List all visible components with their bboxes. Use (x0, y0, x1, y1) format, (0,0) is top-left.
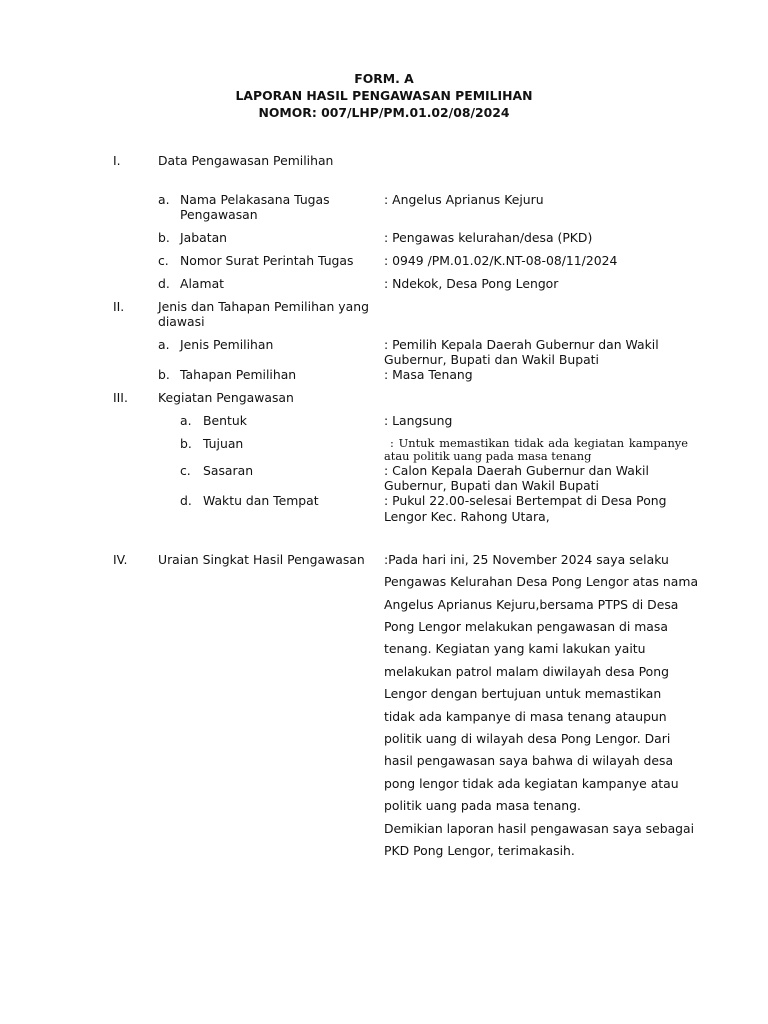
item-value: : Pemilih Kepala Daerah Gubernur dan Wakil (384, 337, 659, 352)
item-letter: b. (180, 436, 192, 451)
item-value: : Pukul 22.00-selesai Bertempat di Desa Pong (384, 493, 667, 508)
item-value: : Calon Kepala Daerah Gubernur dan Wakil (384, 463, 649, 478)
summary-line: hasil pengawasan saya bahwa di wilayah desa (384, 753, 674, 768)
report-title: LAPORAN HASIL PENGAWASAN PEMILIHAN (235, 88, 533, 103)
summary-line: :Pada hari ini, 25 November 2024 saya selaku (384, 552, 669, 567)
item-label: Nomor Surat Perintah Tugas (180, 253, 354, 268)
item-value: : 0949 /PM.01.02/K.NT-08-08/11/2024 (384, 253, 618, 268)
item-letter: c. (158, 253, 169, 268)
item-letter: c. (180, 463, 191, 478)
section-number: IV. (113, 552, 128, 567)
summary-line: Lengor dengan bertujuan untuk memastikan (384, 686, 662, 701)
section-title: Data Pengawasan Pemilihan (158, 153, 334, 168)
item-letter: b. (158, 230, 170, 245)
section-title: Uraian Singkat Hasil Pengawasan (158, 552, 365, 567)
item-letter: d. (158, 276, 170, 291)
item-label: Jenis Pemilihan (180, 337, 274, 352)
summary-line: pong lengor tidak ada kegiatan kampanye atau (384, 776, 679, 791)
section-number: I. (113, 153, 121, 168)
section-number: II. (113, 299, 125, 314)
item-letter: d. (180, 493, 192, 508)
section-title: Jenis dan Tahapan Pemilihan yang (158, 299, 369, 314)
item-value: : Langsung (384, 413, 453, 428)
item-label: Sasaran (203, 463, 254, 478)
item-letter: a. (158, 192, 170, 207)
report-number: NOMOR: 007/LHP/PM.01.02/08/2024 (258, 105, 510, 120)
summary-line: politik uang pada masa tenang. (384, 798, 581, 813)
item-label: Nama Pelakasana Tugas (180, 192, 330, 207)
item-letter: b. (158, 367, 170, 382)
item-letter: a. (158, 337, 170, 352)
summary-line: Demikian laporan hasil pengawasan saya sebagai (384, 821, 695, 836)
summary-line: tidak ada kampanye di masa tenang ataupun (384, 709, 667, 724)
section-title: Kegiatan Pengawasan (158, 390, 294, 405)
item-label-cont: Pengawasan (180, 207, 258, 222)
summary-line: politik uang di wilayah desa Pong Lengor. Dari (384, 731, 671, 746)
item-label: Waktu dan Tempat (203, 493, 319, 508)
item-label: Alamat (180, 276, 225, 291)
item-value-cont: atau politik uang pada masa tenang (384, 449, 592, 463)
section-number: III. (113, 390, 128, 405)
item-value: : Ndekok, Desa Pong Lengor (384, 276, 559, 291)
summary-line: Angelus Aprianus Kejuru,bersama PTPS di Desa (384, 597, 679, 612)
item-value-cont: Lengor Kec. Rahong Utara, (384, 509, 550, 524)
item-value: : Angelus Aprianus Kejuru (384, 192, 544, 207)
item-label: Tujuan (203, 436, 244, 451)
item-value: : Untuk memastikan tidak ada kegiatan kampanye (390, 436, 688, 450)
summary-line: PKD Pong Lengor, terimakasih. (384, 843, 575, 858)
summary-line: Pong Lengor melakukan pengawasan di masa (384, 619, 668, 634)
form-label: FORM. A (354, 71, 414, 86)
item-value: : Masa Tenang (384, 367, 473, 382)
item-label: Jabatan (180, 230, 228, 245)
summary-line: melakukan patrol malam diwilayah desa Pong (384, 664, 669, 679)
summary-line: Pengawas Kelurahan Desa Pong Lengor atas nama (384, 574, 699, 589)
summary-line: tenang. Kegiatan yang kami lakukan yaitu (384, 641, 646, 656)
item-value-cont: Gubernur, Bupati dan Wakil Bupati (384, 478, 599, 493)
item-value-cont: Gubernur, Bupati dan Wakil Bupati (384, 352, 599, 367)
item-letter: a. (180, 413, 192, 428)
section-title-cont: diawasi (158, 314, 205, 329)
item-value: : Pengawas kelurahan/desa (PKD) (384, 230, 593, 245)
item-label: Bentuk (203, 413, 247, 428)
item-label: Tahapan Pemilihan (180, 367, 297, 382)
